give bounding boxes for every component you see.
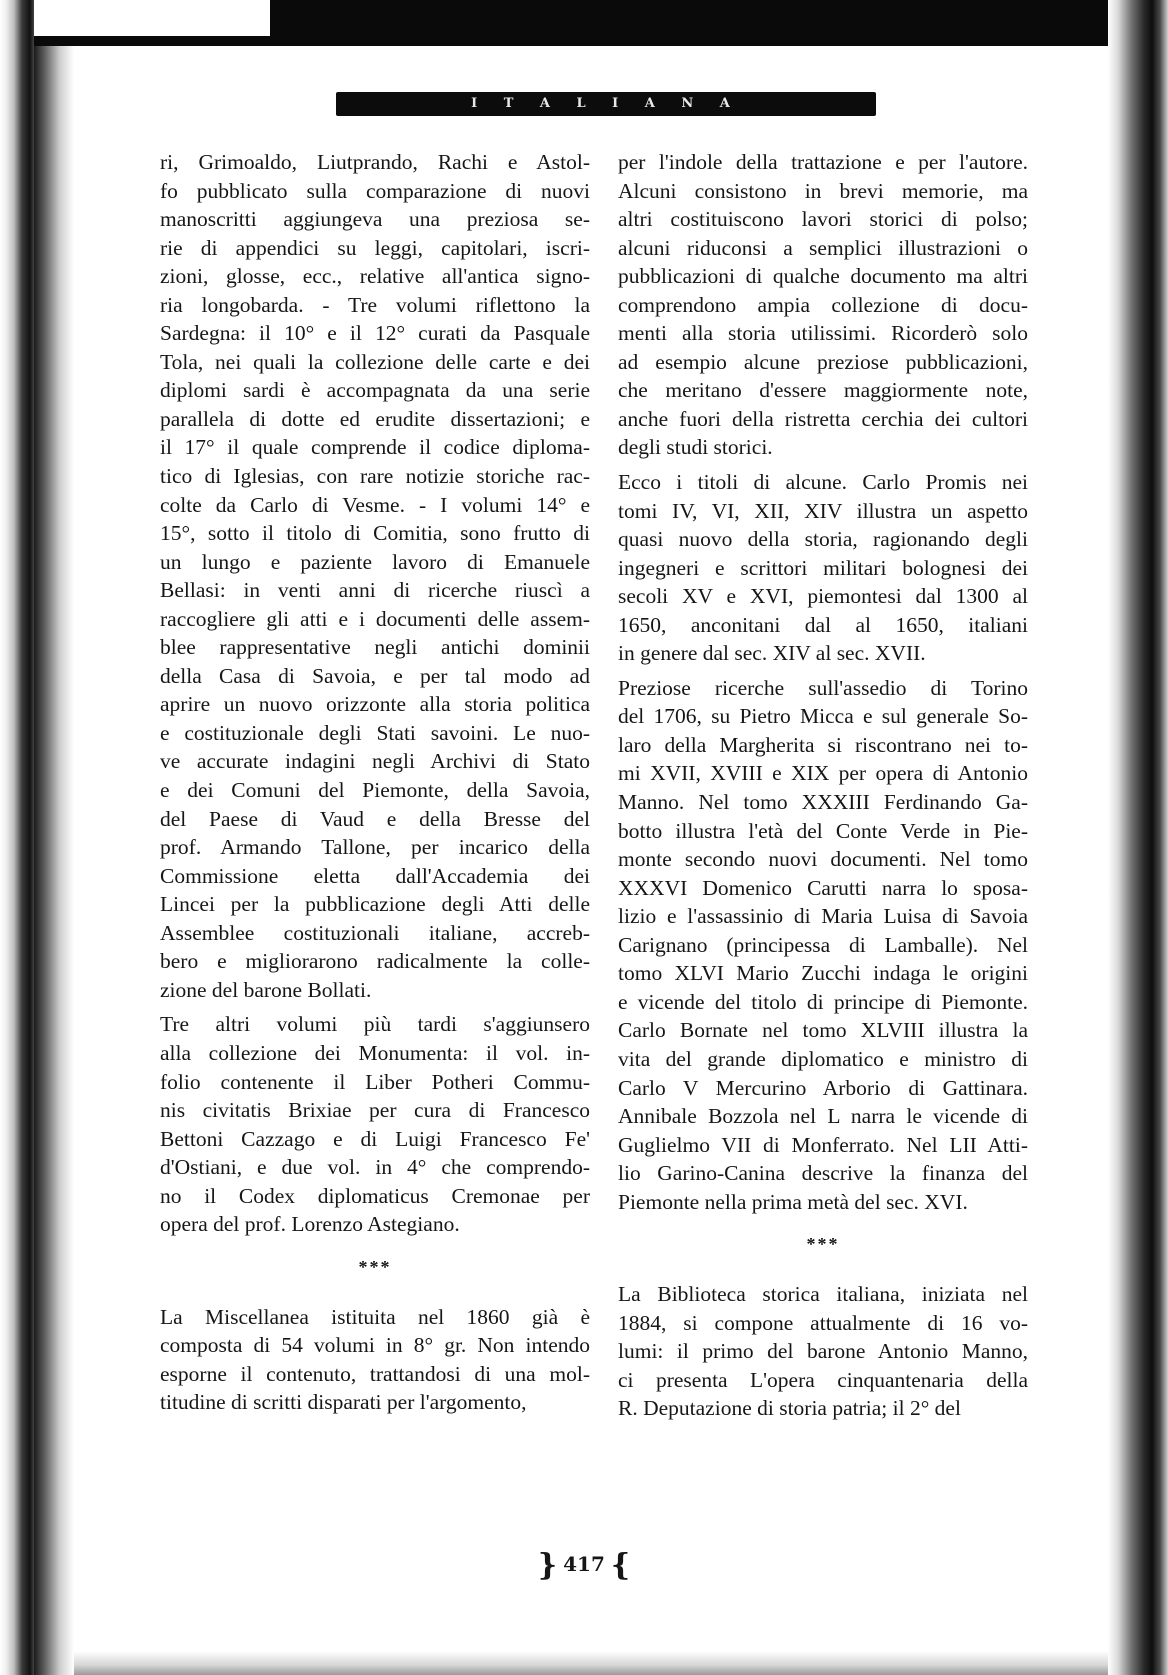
page-number: 417 — [563, 1552, 605, 1576]
text-line: manoscritti aggiungeva una preziosa se- — [160, 207, 590, 232]
text-line: Guglielmo VII di Monferrato. Nel LII Atti- — [618, 1132, 1028, 1157]
text-line: blee rappresentative negli antichi dominii — [160, 635, 590, 660]
text-line: vita del grande diplomatico e ministro di — [618, 1046, 1028, 1071]
text-line: botto illustra l'età del Conte Verde in Pie- — [618, 818, 1028, 843]
text-line: Lincei per la pubblicazione degli Atti delle — [160, 892, 590, 917]
text-line: comprendono ampia collezione di docu- — [618, 292, 1028, 317]
text-line: bero e migliorarono radicalmente la colle- — [160, 949, 590, 974]
text-line: e dei Comuni del Piemonte, della Savoia, — [160, 778, 590, 803]
text-line: tomo XLVI Mario Zucchi indaga le origini — [618, 961, 1028, 986]
ornament-right: { — [610, 1548, 631, 1583]
text-line: titudine di scritti disparati per l'argomento, — [160, 1390, 527, 1415]
text-line: Annibale Bozzola nel L narra le vicende di — [618, 1104, 1028, 1129]
text-line: Alcuni consistono in brevi memorie, ma — [618, 178, 1028, 203]
text-line: raccogliere gli atti e i documenti delle assem- — [160, 606, 590, 631]
text-line: lumi: il primo del barone Antonio Manno, — [618, 1339, 1028, 1364]
text-line: laro della Margherita si riscontrano nei to- — [618, 732, 1028, 757]
text-line: XXXVI Domenico Carutti narra lo sposa- — [618, 875, 1028, 900]
text-line: un lungo e paziente lavoro di Emanuele — [160, 549, 590, 574]
text-line: per l'indole della trattazione e per l'autore. — [618, 150, 1028, 174]
scan-right-edge — [1108, 0, 1168, 1675]
section-separator: *** — [806, 1234, 840, 1255]
text-line: rie di appendici su leggi, capitolari, iscri- — [160, 235, 590, 260]
text-line: anche fuori della ristretta cerchia dei cultori — [618, 406, 1028, 431]
right-paragraph-3 — [618, 674, 1028, 1216]
text-line: ria longobarda. - Tre volumi riflettono la — [160, 292, 590, 317]
text-line: Manno. Nel tomo XXXIII Ferdinando Ga- — [618, 790, 1028, 815]
text-line: lizio e l'assassinio di Maria Luisa di Savoia — [618, 904, 1028, 929]
running-header — [336, 92, 876, 116]
text-line: no il Codex diplomaticus Cremonae per — [160, 1183, 590, 1208]
text-line: ri, Grimoaldo, Liutprando, Rachi e Astol- — [160, 150, 590, 174]
text-line: del Paese di Vaud e della Bresse del — [160, 806, 590, 831]
section-separator: *** — [358, 1256, 392, 1277]
text-line: del 1706, su Pietro Micca e sul generale So- — [618, 704, 1028, 729]
text-line: alcuni riduconsi a semplici illustrazioni o — [618, 235, 1028, 260]
left-paragraph-1 — [160, 148, 590, 1004]
text-line: Tre altri volumi più tardi s'aggiunsero — [160, 1012, 590, 1037]
text-line: mi XVII, XVIII e XIX per opera di Antonio — [618, 761, 1028, 786]
text-line: Commissione eletta dall'Accademia dei — [160, 863, 590, 888]
text-line: esporne il contenuto, trattandosi di una mol- — [160, 1361, 590, 1386]
scan-gutter-shadow — [34, 46, 74, 1675]
right-paragraph-2 — [618, 468, 1028, 668]
text-line: zione del barone Bollati. — [160, 977, 372, 1002]
text-line: Preziose ricerche sull'assedio di Torino — [618, 675, 1028, 700]
text-line: fo pubblicato sulla comparazione di nuovi — [160, 178, 590, 203]
text-line: in genere dal sec. XIV al sec. XVII. — [618, 641, 926, 666]
right-paragraph-1 — [618, 148, 1028, 462]
text-line: quasi nuovo della storia, ragionando degli — [618, 527, 1028, 552]
text-line: Carignano (principessa di Lamballe). Nel — [618, 932, 1028, 957]
text-line: ingegneri e scrittori militari bolognesi dei — [618, 555, 1028, 580]
scan-left-edge — [0, 0, 34, 1675]
text-line: il 17° il quale comprende il codice diploma- — [160, 435, 590, 460]
text-line: 1884, si compone attualmente di 16 vo- — [618, 1310, 1028, 1335]
text-line: Piemonte nella prima metà del sec. XVI. — [618, 1189, 968, 1214]
text-line: nis civitatis Brixiae per cura di Francesco — [160, 1098, 590, 1123]
text-line: e costituzionale degli Stati savoini. Le nuo- — [160, 720, 590, 745]
text-line: ad esempio alcune preziose pubblicazioni, — [618, 349, 1028, 374]
text-line: ve accurate indagini negli Archivi di Stato — [160, 749, 590, 774]
text-line: parallela di dotte ed erudite dissertazioni; e — [160, 406, 590, 431]
text-line: La Miscellanea istituita nel 1860 già è — [160, 1304, 590, 1329]
left-column — [160, 148, 590, 1417]
text-line: e vicende del titolo di principe di Piemonte. — [618, 989, 1028, 1014]
text-line: zioni, glosse, ecc., relative all'antica signo- — [160, 264, 590, 289]
ornament-left: } — [537, 1548, 558, 1583]
text-line: alla collezione dei Monumenta: il vol. in- — [160, 1040, 590, 1065]
text-line: altri costituiscono lavori storici di polso; — [618, 207, 1028, 232]
text-line: tico di Iglesias, con rare notizie storiche rac- — [160, 464, 590, 489]
text-line: 15°, sotto il titolo di Comitia, sono frutto di — [160, 521, 590, 546]
text-line: ci presenta L'opera cinquantenaria della — [618, 1367, 1028, 1392]
scan-bottom-edge — [74, 1651, 1108, 1675]
text-line: Ecco i titoli di alcune. Carlo Promis nei — [618, 470, 1028, 495]
right-column — [618, 148, 1028, 1423]
text-line: opera del prof. Lorenzo Astegiano. — [160, 1212, 460, 1237]
text-line: aprire un nuovo orizzonte alla storia politica — [160, 692, 590, 717]
scan-top-notch — [0, 0, 270, 36]
text-line: Bettoni Cazzago e di Luigi Francesco Fe' — [160, 1126, 590, 1151]
text-line: Tola, nei quali la collezione delle carte e dei — [160, 349, 590, 374]
text-line: lio Garino-Canina descrive la finanza del — [618, 1161, 1028, 1186]
text-line: R. Deputazione di storia patria; il 2° del — [618, 1396, 961, 1421]
left-paragraph-2 — [160, 1010, 590, 1238]
text-line: della Casa di Savoia, e per tal modo ad — [160, 663, 590, 688]
running-header-text: I T A L I A N A — [471, 96, 741, 111]
text-line: folio contenente il Liber Potheri Commu- — [160, 1069, 590, 1094]
text-line: Bellasi: in venti anni di ricerche riuscì a — [160, 578, 590, 603]
text-line: che meritano d'essere maggiormente note, — [618, 378, 1028, 403]
text-line: Sardegna: il 10° e il 12° curati da Pasquale — [160, 321, 590, 346]
text-line: prof. Armando Tallone, per incarico della — [160, 835, 590, 860]
text-line: Assemblee costituzionali italiane, accreb- — [160, 920, 590, 945]
text-line: d'Ostiani, e due vol. in 4° che comprendo- — [160, 1155, 590, 1180]
text-line: La Biblioteca storica italiana, iniziata nel — [618, 1282, 1028, 1307]
text-line: pubblicazioni di qualche documento ma altri — [618, 264, 1028, 289]
text-line: secoli XV e XVI, piemontesi dal 1300 al — [618, 584, 1028, 609]
text-line: diplomi sardi è accompagnata da una serie — [160, 378, 590, 403]
text-line: colte da Carlo di Vesme. - I volumi 14° e — [160, 492, 590, 517]
text-line: composta di 54 volumi in 8° gr. Non intendo — [160, 1333, 590, 1358]
right-paragraph-4 — [618, 1280, 1028, 1423]
text-line: monte secondo nuovi documenti. Nel tomo — [618, 847, 1028, 872]
text-line: Carlo V Mercurino Arborio di Gattinara. — [618, 1075, 1028, 1100]
page-footer — [0, 1548, 1168, 1583]
text-line: menti alla storia utilissimi. Ricorderò solo — [618, 321, 1028, 346]
text-line: tomi IV, VI, XII, XIV illustra un aspetto — [618, 498, 1028, 523]
text-line: Carlo Bornate nel tomo XLVIII illustra la — [618, 1018, 1028, 1043]
text-line: degli studi storici. — [618, 435, 773, 460]
text-line: 1650, anconitani dal al 1650, italiani — [618, 612, 1028, 637]
left-paragraph-3 — [160, 1303, 590, 1417]
